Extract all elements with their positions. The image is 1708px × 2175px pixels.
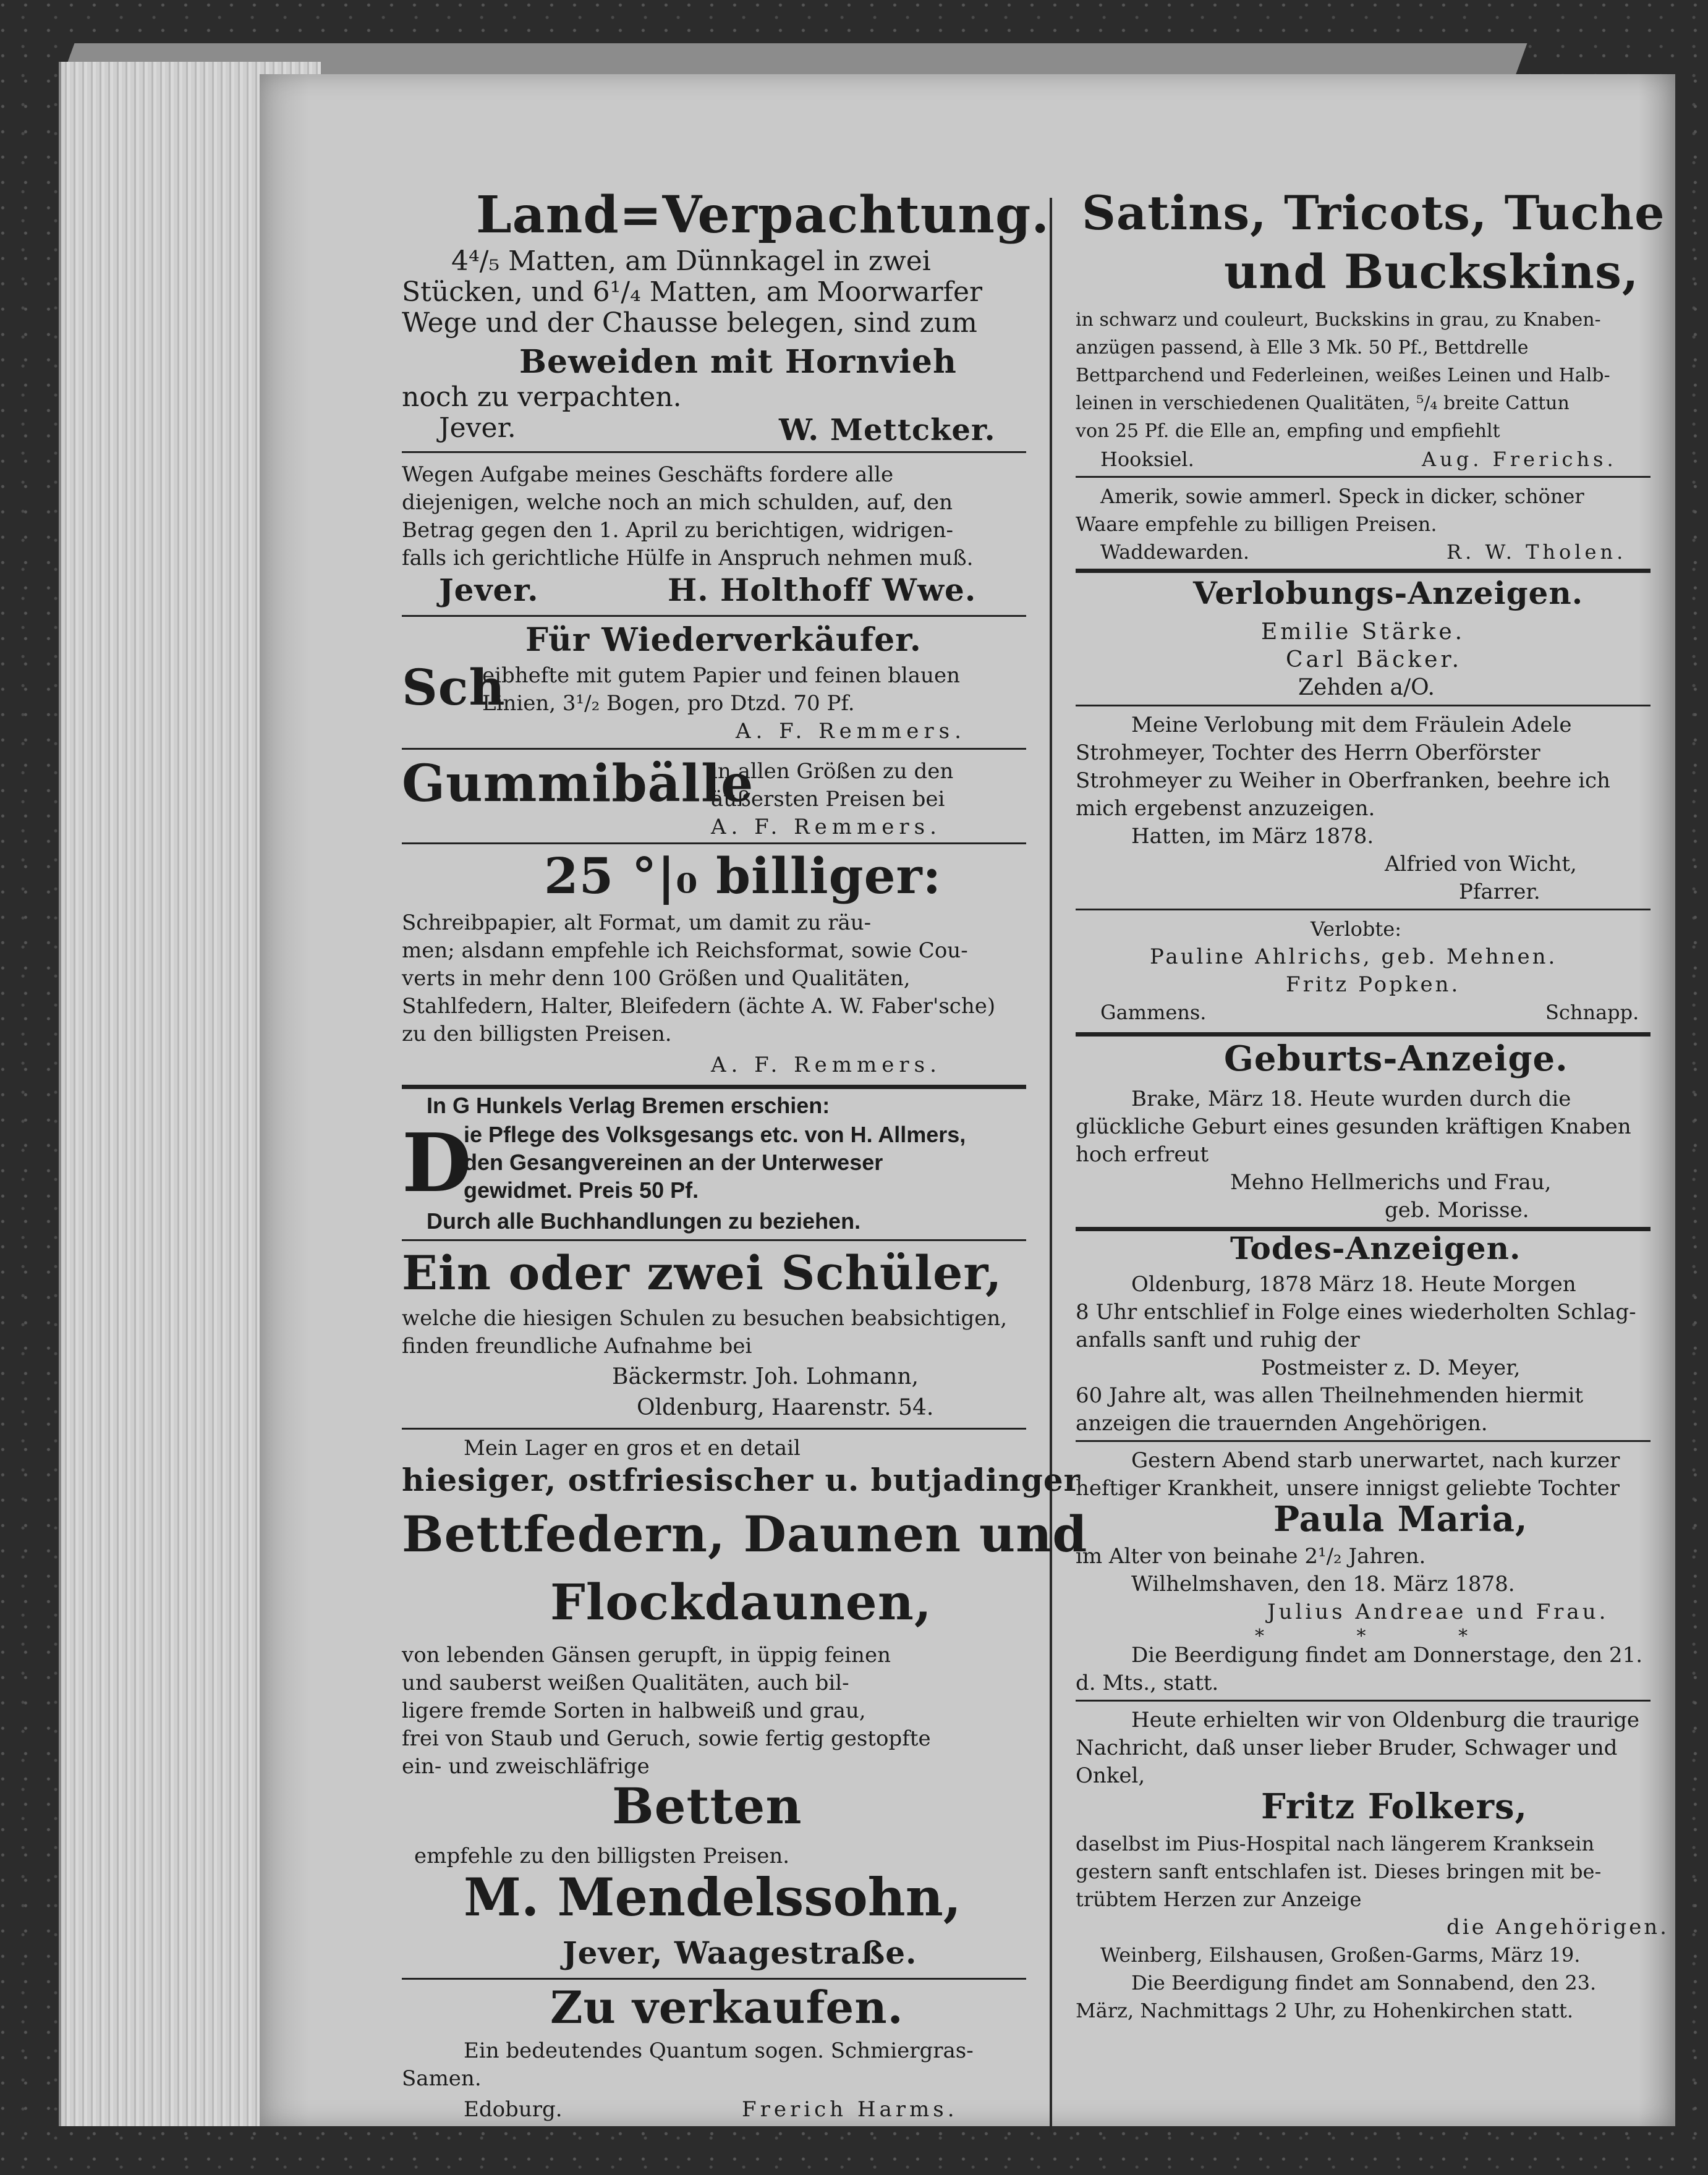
billiger-sign: A. F. Remmers. (711, 1053, 941, 1077)
wiederverkaeufer-dropcap: Sch (402, 658, 506, 716)
mendelssohn-addr: Jever, Waagestraße. (563, 1935, 917, 1971)
verlobung-line-3: Strohmeyer zu Weiher in Oberfranken, beehre ich (1076, 768, 1610, 793)
land-sign: W. Mettcker. (779, 413, 996, 447)
paula-beerd-2: d. Mts., statt. (1076, 1671, 1219, 1695)
land-place: Jever. (439, 412, 516, 444)
mendelssohn-line-5: ein- und zweischläfrige (402, 1754, 650, 1779)
billiger-line-2: men; alsdann empfehle ich Reichsformat, sowie Cou- (402, 938, 968, 963)
paula-line-1: Gestern Abend starb unerwartet, nach kurzer (1131, 1448, 1620, 1473)
holthoff-line-2: diejenigen, welche noch an mich schulden, auf, den (402, 490, 953, 515)
rule (1076, 705, 1651, 706)
todes-line-2: 8 Uhr entschlief in Folge eines wiederholten Schlag- (1076, 1300, 1636, 1325)
column-separator (1050, 198, 1052, 2132)
satins-line-5: von 25 Pf. die Elle an, empfing und empfiehlt (1076, 420, 1500, 442)
verlobte-couple-1: Pauline Ahlrichs, geb. Mehnen. (1150, 944, 1558, 969)
paula-age: im Alter von beinahe 2¹/₂ Jahren. (1076, 1544, 1426, 1569)
billiger-line-4: Stahlfedern, Halter, Bleifedern (ächte A. W. Faber'sche) (402, 994, 996, 1019)
rule (402, 1239, 1026, 1241)
gummi-line-2: äußersten Preisen bei (711, 787, 945, 812)
newspaper-page (260, 74, 1675, 2126)
hunkel-tail: Durch alle Buchhandlungen zu beziehen. (427, 1208, 861, 1234)
verlobte-couple-2: Fritz Popken. (1286, 972, 1461, 997)
mendelssohn-name: M. Mendelssohn, (464, 1867, 962, 1928)
rule (1076, 909, 1651, 910)
verlobung-name-2: Carl Bäcker. (1286, 647, 1463, 672)
verlobung-title: Verlobungs-Anzeigen. (1193, 575, 1584, 611)
holthoff-line-3: Betrag gegen den 1. April zu berichtigen, widrigen- (402, 518, 953, 543)
holthoff-place: Jever. (439, 572, 539, 608)
mendelssohn-betten: Betten (612, 1777, 802, 1835)
verlobung-line-2: Strohmeyer, Tochter des Herrn Oberförster (1076, 740, 1540, 765)
right-column (1076, 185, 1669, 2132)
land-line-2: Stücken, und 6¹/₄ Matten, am Moorwarfer (402, 276, 983, 308)
verlobte-label: Verlobte: (1311, 917, 1401, 941)
verkaufen-line-1: Ein bedeutendes Quantum sogen. Schmiergras- (464, 2038, 974, 2063)
hunkel-line-3: gewidmet. Preis 50 Pf. (464, 1177, 699, 1203)
folkers-beerd-2: März, Nachmittags 2 Uhr, zu Hohenkirchen statt. (1076, 1999, 1574, 2022)
paula-date: Wilhelmshaven, den 18. März 1878. (1131, 1572, 1515, 1596)
holthoff-line-1: Wegen Aufgabe meines Geschäfts fordere alle (402, 462, 894, 487)
verlobung-name-1: Emilie Stärke. (1261, 619, 1466, 645)
verkaufen-line-2: Samen. (402, 2066, 482, 2091)
rule (1076, 1032, 1651, 1037)
left-column (402, 185, 1088, 2132)
satins-sign: Aug. Frerichs. (1422, 447, 1617, 471)
rule (402, 451, 1026, 453)
rule (402, 615, 1026, 617)
satins-title-1: Satins, Tricots, Tuche (1082, 185, 1665, 240)
folkers-line-2: Nachricht, daß unser lieber Bruder, Schwager und (1076, 1736, 1618, 1760)
folkers-place: Weinberg, Eilshausen, Großen-Garms, März 19. (1100, 1943, 1581, 1967)
verkaufen-place: Edoburg. (464, 2097, 563, 2122)
billiger-line-3: verts in mehr denn 100 Größen und Qualitäten, (402, 966, 911, 991)
rule (402, 1428, 1026, 1430)
geburt-sign-2: geb. Morisse. (1385, 1198, 1529, 1223)
billiger-title: 25 °|₀ billiger: (544, 847, 942, 905)
mendelssohn-sub: hiesiger, ostfriesischer u. butjadinger (402, 1462, 1081, 1498)
satins-line-2: anzügen passend, à Elle 3 Mk. 50 Pf., Bettdrelle (1076, 337, 1529, 358)
mendelssohn-line-3: ligere fremde Sorten in halbweiß und grau, (402, 1698, 866, 1723)
hunkel-line-1: ie Pflege des Volksgesangs etc. von H. Allmers, (464, 1122, 966, 1147)
hunkel-line-2: den Gesangvereinen an der Unterweser (464, 1150, 883, 1175)
land-tail: noch zu verpachten. (402, 381, 682, 413)
todes-line-5: anzeigen die trauernden Angehörigen. (1076, 1411, 1488, 1436)
land-line-1: 4⁴/₅ Matten, am Dünnkagel in zwei (451, 245, 931, 277)
verlobte-place-left: Gammens. (1100, 1001, 1207, 1024)
verkaufen-sign: Frerich Harms. (742, 2097, 958, 2122)
wiederverkaeufer-line-2: Linien, 3¹/₂ Bogen, pro Dtzd. 70 Pf. (482, 691, 855, 716)
rule (1076, 1700, 1651, 1702)
mendelssohn-title-2: Flockdaunen, (550, 1573, 932, 1631)
verlobung-line-1: Meine Verlobung mit dem Fräulein Adele (1131, 713, 1572, 737)
schueler-sign-1: Bäckermstr. Joh. Lohmann, (612, 1364, 919, 1389)
gummi-sign: A. F. Remmers. (711, 815, 941, 839)
gummi-line-1: in allen Größen zu den (711, 759, 954, 784)
schueler-line-1: welche die hiesigen Schulen zu besuchen beabsichtigen, (402, 1306, 1008, 1331)
geburt-sign-1: Mehno Hellmerichs und Frau, (1230, 1170, 1552, 1195)
rule (402, 842, 1026, 844)
rule (1076, 476, 1651, 478)
schueler-title: Ein oder zwei Schüler, (402, 1245, 1003, 1300)
schueler-line-2: finden freundliche Aufnahme bei (402, 1334, 752, 1359)
speck-line-1: Amerik, sowie ammerl. Speck in dicker, schöner (1100, 485, 1584, 508)
mendelssohn-intro: Mein Lager en gros et en detail (464, 1436, 801, 1461)
mendelssohn-line-4: frei von Staub und Geruch, sowie fertig gestopfte (402, 1726, 931, 1751)
folkers-line-4: daselbst im Pius-Hospital nach längerem Kranksein (1076, 1832, 1595, 1855)
geburt-title: Geburts-Anzeige. (1224, 1038, 1568, 1079)
satins-place: Hooksiel. (1100, 447, 1194, 471)
folkers-line-5: gestern sanft entschlafen ist. Dieses bringen mit be- (1076, 1860, 1602, 1883)
verlobung-name-3: Zehden a/O. (1298, 675, 1435, 700)
satins-line-3: Bettparchend und Federleinen, weißes Leinen und Halb- (1076, 365, 1610, 386)
rule (402, 1978, 1026, 1980)
rule (402, 748, 1026, 750)
speck-line-2: Waare empfehle zu billigen Preisen. (1076, 512, 1437, 536)
rule (402, 1085, 1026, 1089)
verkaufen-title: Zu verkaufen. (550, 1981, 904, 2033)
wiederverkaeufer-title: Für Wiederverkäufer. (525, 621, 922, 659)
geburt-line-2: glückliche Geburt eines gesunden kräftigen Knaben (1076, 1114, 1631, 1139)
folkers-sign: die Angehörigen. (1447, 1915, 1669, 1940)
billiger-line-1: Schreibpapier, alt Format, um damit zu räu- (402, 910, 872, 935)
verlobung-sign-1: Alfried von Wicht, (1385, 852, 1577, 876)
land-line-3: Wege und der Chausse belegen, sind zum (402, 307, 977, 339)
todes-name: Postmeister z. D. Meyer, (1261, 1355, 1521, 1380)
todes-line-1: Oldenburg, 1878 März 18. Heute Morgen (1131, 1272, 1576, 1297)
schueler-sign-2: Oldenburg, Haarenstr. 54. (637, 1395, 934, 1420)
folkers-name: Fritz Folkers, (1261, 1786, 1527, 1827)
wiederverkaeufer-sign: A. F. Remmers. (736, 719, 966, 744)
holthoff-line-4: falls ich gerichtliche Hülfe in Anspruch nehmen muß. (402, 546, 974, 570)
folkers-beerd-1: Die Beerdigung findet am Sonnabend, den 23. (1131, 1971, 1597, 1995)
rule (1076, 569, 1651, 573)
speck-sign: R. W. Tholen. (1447, 540, 1627, 564)
satins-line-4: leinen in verschiedenen Qualitäten, ⁵/₄ breite Cattun (1076, 392, 1570, 414)
mendelssohn-empf: empfehle zu den billigsten Preisen. (414, 1844, 790, 1868)
folkers-line-1: Heute erhielten wir von Oldenburg die traurige (1131, 1708, 1639, 1732)
mendelssohn-line-1: von lebenden Gänsen gerupft, in üppig feinen (402, 1643, 891, 1668)
todes-line-3: anfalls sanft und ruhig der (1076, 1328, 1360, 1352)
verlobte-place-right: Schnapp. (1545, 1001, 1639, 1024)
billiger-line-5: zu den billigsten Preisen. (402, 1022, 672, 1046)
verlobung-line-4: mich ergebenst anzuzeigen. (1076, 796, 1375, 821)
paula-name: Paula Maria, (1273, 1499, 1528, 1540)
paula-beerd-1: Die Beerdigung findet am Donnerstage, den 21. (1131, 1643, 1643, 1668)
land-title: Land=Verpachtung. (476, 185, 1050, 245)
paula-line-2: heftiger Krankheit, unsere innigst geliebte Tochter (1076, 1476, 1620, 1501)
satins-line-1: in schwarz und couleurt, Buckskins in grau, zu Knaben- (1076, 309, 1601, 331)
todes-line-4: 60 Jahre alt, was allen Theilnehmenden hiermit (1076, 1383, 1584, 1408)
paula-stars: * * * (1255, 1626, 1511, 1647)
wiederverkaeufer-line-1: eibhefte mit gutem Papier und feinen blauen (482, 663, 960, 688)
todes-title: Todes-Anzeigen. (1230, 1230, 1521, 1266)
gummi-title: Gummibälle (402, 754, 754, 813)
land-highlight: Beweiden mit Hornvieh (519, 343, 957, 381)
paula-sign: Julius Andreae und Frau. (1267, 1600, 1609, 1624)
speck-place: Waddewarden. (1100, 540, 1250, 564)
folkers-line-6: trübtem Herzen zur Anzeige (1076, 1888, 1362, 1911)
verlobung-sign-2: Pfarrer. (1459, 880, 1540, 904)
holthoff-sign: H. Holthoff Wwe. (668, 572, 977, 608)
geburt-line-1: Brake, März 18. Heute wurden durch die (1131, 1087, 1571, 1111)
mendelssohn-line-2: und sauberst weißen Qualitäten, auch bil- (402, 1671, 849, 1695)
geburt-line-3: hoch erfreut (1076, 1142, 1209, 1167)
verlobung-date: Hatten, im März 1878. (1131, 824, 1374, 849)
mendelssohn-title-1: Bettfedern, Daunen und (402, 1505, 1088, 1563)
hunkel-head: In G Hunkels Verlag Bremen erschien: (427, 1093, 830, 1118)
folkers-line-3: Onkel, (1076, 1763, 1145, 1788)
rule (1076, 1440, 1651, 1442)
satins-title-2: und Buckskins, (1224, 244, 1639, 299)
hunkel-dropcap: D (402, 1116, 472, 1210)
